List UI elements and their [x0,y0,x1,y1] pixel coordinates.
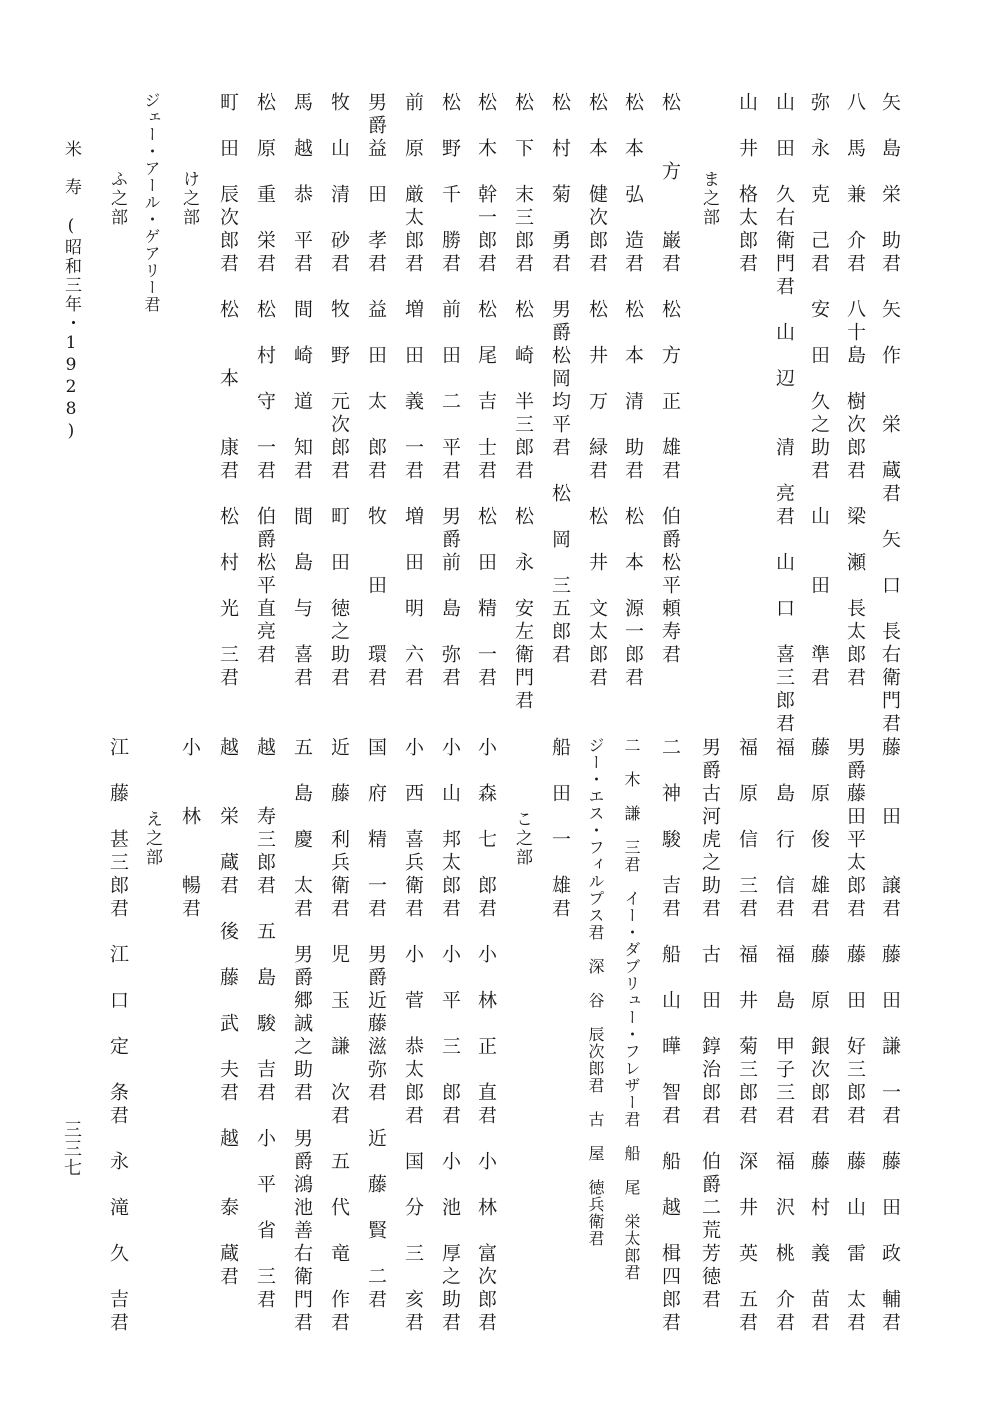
upper-column-13: 松 野 千 勝君 前 田 二 平君 男爵前 島 弥君 [439,92,461,690]
upper-column-18: 松 原 重 栄君 松 村 守 一君 伯爵松平直亮君 [254,92,276,667]
lower-column-7: 二 神 駿 吉君 船 山 曄 智君 船 越 楫四郎君 [659,737,681,1335]
upper-column-10: 松 村 菊 勇君 男爵松岡均平君 松 岡 三五郎君 [549,92,571,667]
lower-column-16: 近 藤 利兵衛君 児 玉 謙 次君 五 代 竜 作君 [328,737,350,1335]
lower-column-17: 五 島 慶 太君 男爵郷誠之助君 男爵鴻池善右衛門君 [291,737,313,1335]
upper-column-1: 矢 島 栄 助君 矢 作 栄 蔵君 矢 口 長右衛門君 [879,92,901,736]
upper-column-15: 男爵益 田 孝君 益 田 太 郎君 牧 田 環君 [365,92,387,690]
lower-column-5: 福 原 信 三君 福 井 菊三郎君 深 井 英 五君 [736,737,758,1335]
lower-column-8: 二 木 謙 三君 イー・ダブリュー・フレザー君 船 尾 栄太郎君 [622,737,641,1281]
lower-column-20: 小 林 暢君 [179,737,201,921]
lower-column-13: 小 山 邦太郎君 小 平 三 郎君 小 池 厚之助君 [439,737,461,1335]
upper-column-3: 弥 永 克 己君 安 田 久之助君 山 田 準君 [808,92,830,690]
upper-column-7: 松 方 巌君 松 方 正 雄君 伯爵松平頼寿君 [659,92,681,667]
section-heading-ko: こ之部 [512,810,532,867]
section-heading-ma: ま之部 [699,170,719,227]
upper-column-12: 松 木 幹一郎君 松 尾 吉 士君 松 田 精 一君 [475,92,497,690]
lower-column-22: 江 藤 甚三郎君 江 口 定 条君 永 滝 久 吉君 [107,737,129,1335]
lower-column-1: 藤 田 譲君 藤 田 謙 一君 藤 田 政 輔君 [879,737,901,1335]
upper-column-11: 松 下 末三郎君 松 崎 半三郎君 松 永 安左衛門君 [512,92,534,713]
upper-column-21: ジェー・アール・ゲアリー君 [142,92,161,313]
lower-column-15: 国 府 精 一君 男爵近藤滋弥君 近 藤 賢 二君 [365,737,387,1312]
lower-column-9: ジー・エス・フィルプス君 深 谷 辰次郎君 古 屋 徳兵衛君 [586,737,605,1247]
upper-column-16: 牧 山 清 砂君 牧 野 元次郎君 町 田 徳之助君 [328,92,350,690]
section-heading-ke: け之部 [179,170,199,227]
upper-column-5: 山 井 格太郎君 [736,92,758,276]
page-number: 三三七 [61,1120,82,1177]
upper-column-17: 馬 越 恭 平君 間 崎 道 知君 間 島 与 喜君 [291,92,313,690]
section-heading-fu: ふ之部 [107,170,127,227]
lower-column-6: 男爵古河虎之助君 古 田 錞治郎君 伯爵二荒芳徳君 [699,737,721,1312]
upper-column-8: 松 本 弘 造君 松 本 清 助君 松 本 源一郎君 [622,92,644,690]
running-title: 米 寿 (昭和三年・1928) [61,140,81,443]
section-heading-e: え之部 [142,810,162,867]
lower-column-12: 小 森 七 郎君 小 林 正 直君 小 林 富次郎君 [475,737,497,1335]
upper-column-2: 八 馬 兼 介君 八十島 樹次郎君 梁 瀬 長太郎君 [844,92,866,690]
lower-column-14: 小 西 喜兵衛君 小 菅 恭太郎君 国 分 三 亥君 [402,737,424,1335]
lower-column-3: 藤 原 俊 雄君 藤 原 銀次郎君 藤 村 義 苗君 [808,737,830,1335]
upper-column-4: 山 田 久右衛門君 山 辺 清 亮君 山 口 喜三郎君 [773,92,795,736]
upper-column-14: 前 原 厳太郎君 増 田 義 一君 増 田 明 六君 [402,92,424,690]
lower-column-2: 男爵藤田平太郎君 藤 田 好三郎君 藤 山 雷 太君 [844,737,866,1335]
lower-column-18: 越 寿三郎君 五 島 駿 吉君 小 平 省 三君 [254,737,276,1312]
upper-column-19: 町 田 辰次郎君 松 本 康君 松 村 光 三君 [217,92,239,690]
lower-column-4: 福 島 行 信君 福 島 甲子三君 福 沢 桃 介君 [773,737,795,1335]
upper-column-9: 松 本 健次郎君 松 井 万 緑君 松 井 文太郎君 [586,92,608,690]
lower-column-10: 船 田 一 雄君 [549,737,571,921]
lower-column-19: 越 栄 蔵君 後 藤 武 夫君 越 泰 蔵君 [217,737,239,1289]
